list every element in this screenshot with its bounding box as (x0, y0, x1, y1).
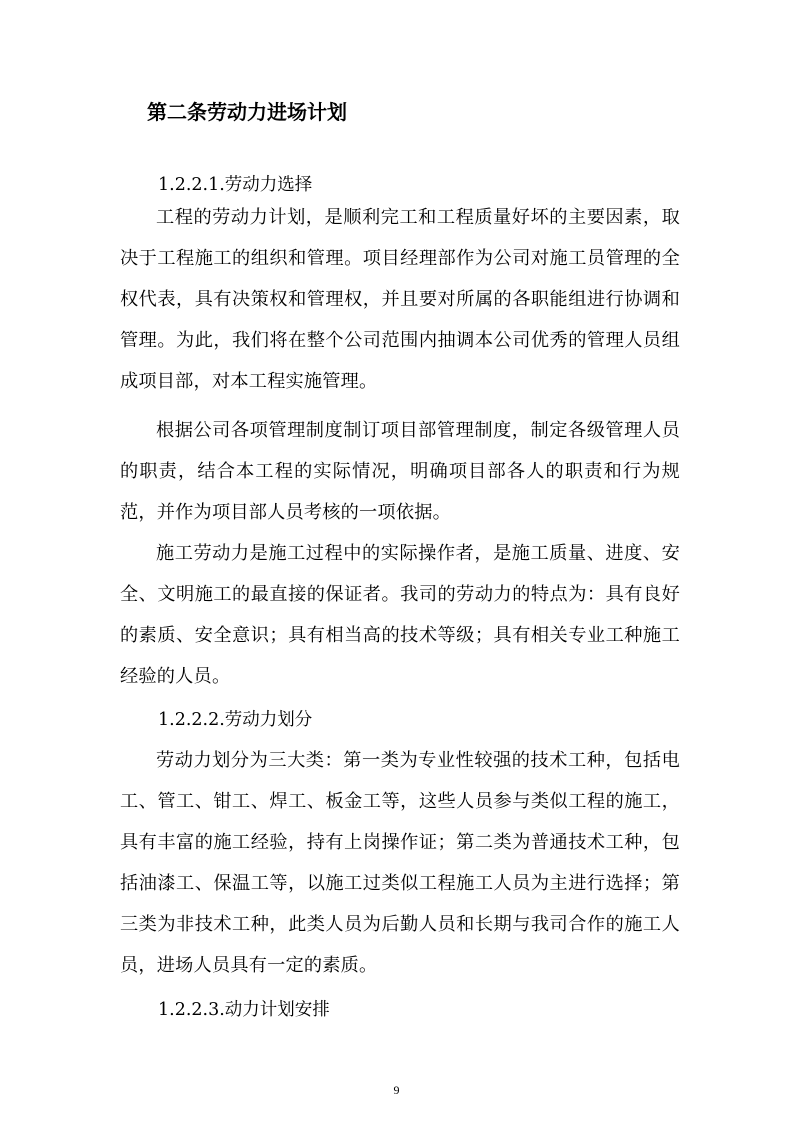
page-number: 9 (393, 1083, 400, 1097)
section-heading: 第二条劳动力进场计划 (147, 100, 347, 124)
paragraph-labor-division: 劳动力划分为三大类：第一类为专业性较强的技术工种，包括电工、管工、钳工、焊工、板金工等，这些人员参与类似工程的施工，具有丰富的施工经验，持有上岗操作证；第二类为普通技术工种，包括油漆工、保温工等，以施工过类似工程施工人员为主进行选择；第三类为非技术工种，此类人员为后勤人员和长期与我司合作的施工人员，进场人员具有一定的素质。 (120, 750, 680, 976)
paragraph-labor-characteristics: 施工劳动力是施工过程中的实际操作者，是施工质量、进度、安全、文明施工的最直接的保证者。我司的劳动力的特点为：具有良好的素质、安全意识；具有相当高的技术等级；具有相关专业工种施工经验的人员。 (120, 543, 680, 687)
subsection-title-labor-division: 1.2.2.2.劳动力划分 (158, 710, 313, 730)
subsection-title-labor-schedule: 1.2.2.3.动力计划安排 (158, 1000, 330, 1020)
paragraph-management-system: 根据公司各项管理制度制订项目部管理制度，制定各级管理人员的职责，结合本工程的实际情况，明确项目部各人的职责和行为规范，并作为项目部人员考核的一项依据。 (120, 420, 680, 523)
paragraph-labor-plan: 工程的劳动力计划，是顺利完工和工程质量好坏的主要因素，取决于工程施工的组织和管理。项目经理部作为公司对施工员管理的全权代表，具有决策权和管理权，并且要对所属的各职能组进行协调和管理。为此，我们将在整个公司范围内抽调本公司优秀的管理人员组成项目部，对本工程实施管理。 (120, 207, 680, 392)
subsection-title-labor-selection: 1.2.2.1.劳动力选择 (158, 175, 313, 195)
